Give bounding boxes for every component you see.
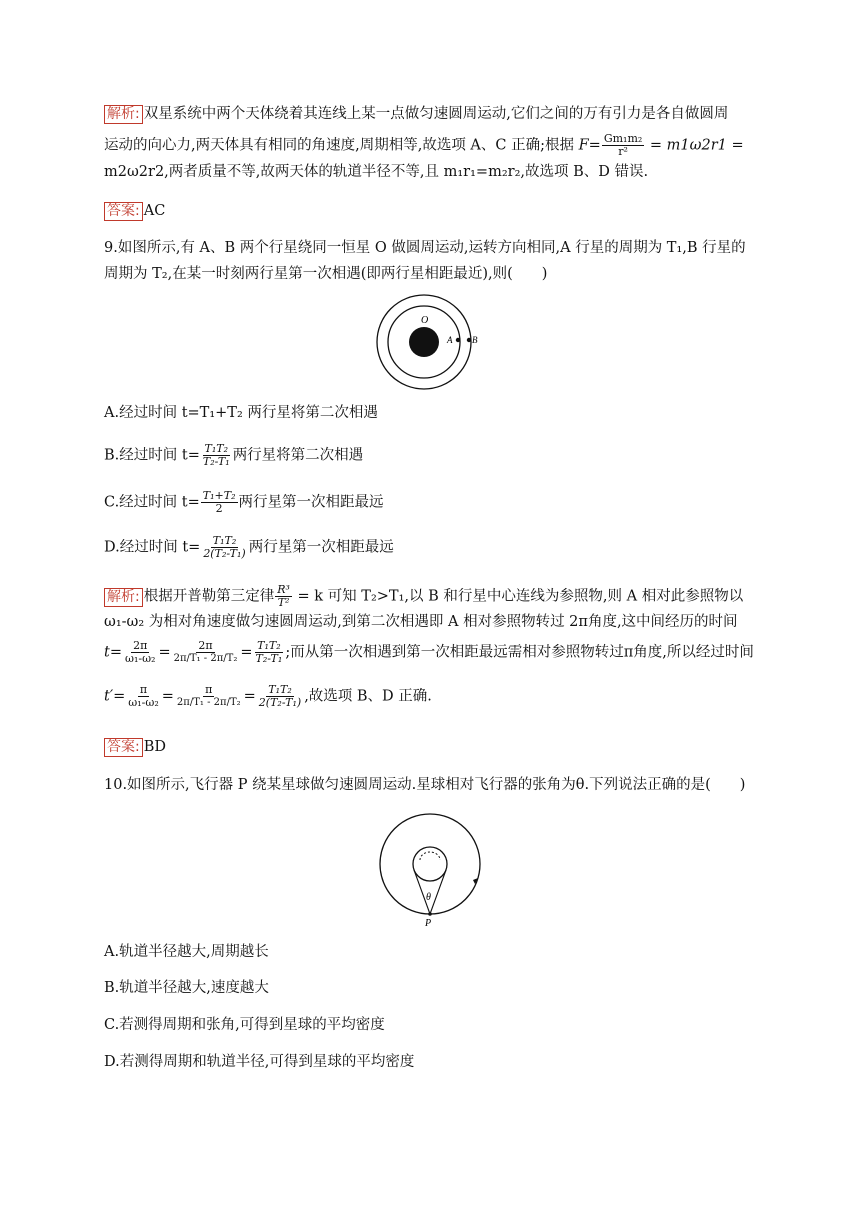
question-9-option-a [104,403,378,423]
question-9-option-d [104,535,394,560]
option-b-prefix: B.经过时间 t= [104,447,200,464]
option-b-denominator: T₂-T₁ [202,455,230,468]
option-c-denominator: 2 [215,502,223,515]
answer-tag: 答案: [104,202,143,221]
option-c-fraction [201,490,238,515]
spacecraft-p [428,912,432,916]
time-fraction-2-num: 2π [198,639,213,652]
time-prime-fraction-2-den: 2π/T₁ - 2π/T₂ [176,697,241,708]
time-fraction-3 [253,640,284,665]
time-fraction-1-num: 2π [133,639,148,652]
option-b-fraction [201,443,232,468]
question-10-option-a [104,942,269,962]
time-prime-fraction-3-num: T₁T₂ [268,683,292,696]
solution-8-line-1 [104,104,728,124]
time-fraction-1-den: ω₁-ω₂ [124,652,156,665]
option-d-denominator: 2(T₂-T₁) [203,547,246,560]
time-prime-fraction-1 [126,684,160,709]
solution-9-text-1b: = k 可知 T₂>T₁,以 B 和行星中心连线为参照物,则 A 相对此参照物以 [292,588,744,605]
kepler-denominator: T² [277,596,290,609]
time-symbol: t= [104,644,122,661]
option-d-text: D.若测得周期和轨道半径,可得到星球的平均密度 [104,1054,415,1070]
option-d-fraction [201,535,247,560]
time-prime-symbol: t′= [104,688,126,705]
solution-8-text-2: 运动的向心力,两天体具有相同的角速度,周期相等,故选项 A、C 正确;根据 [104,137,579,154]
gravity-numerator: Gm₁m₂ [603,132,643,145]
star-o [409,327,439,357]
time-fraction-3-num: T₁T₂ [257,639,281,652]
formula-equality: = m1ω2r1 = [645,137,744,154]
time-prime-fraction-3-den: 2(T₂-T₁) [258,696,302,709]
solution-9-line-3: t= $\frac{2\pi}{\text{ω₁-ω₂}}$ = $\frac{2\pi}{\text{2π/T₁ - 2π/T₂}}$ = $\frac{\text{T₁T₂}}{\text{T₂-T₁}}$ ;而从第一次相遇到第一次相距最远需相对参照物转过π角度,所以经过时间 [104,639,754,665]
option-c-text: C.若测得周期和张角,可得到星球的平均密度 [104,1017,385,1033]
tangent-line-right [430,870,446,914]
time-fraction-3-den: T₂-T₁ [255,652,283,665]
answer-9-value: BD [143,739,166,755]
kepler-numerator: R³ [277,583,290,596]
label-theta: θ [426,892,431,903]
question-10-text-1: 10.如图所示,飞行器 P 绕某星球做匀速圆周运动.星球相对飞行器的张角为θ.下列说法正确的是( ) [104,777,746,793]
solution-9-text-3: ;而从第一次相遇到第一次相距最远需相对参照物转过π角度,所以经过时间 [285,644,754,661]
planet-dashed-arc [420,852,440,860]
solution-9-line-4: t′= $\frac{\pi}{\text{ω₁-ω₂}}$ = $\frac{\pi}{\text{2π/T₁ - 2π/T₂}}$ = $\frac{\text{T₁T₂}}{\text{2(T₂-T₁)}}$ ,故选项 B、D 正确. [104,683,432,709]
option-b-numerator: T₁T₂ [204,442,229,455]
option-a-text: A.经过时间 t=T₁+T₂ 两行星将第二次相遇 [104,405,378,421]
label-b: B [472,335,478,345]
orbit-figure [372,290,492,394]
planet-a [456,338,460,342]
solution-8-text-1: 双星系统中两个天体绕着其连线上某一点做匀速圆周运动,它们之间的万有引力是各自做圆周 [143,106,729,122]
question-9-option-c [104,490,384,515]
question-10-option-d [104,1052,414,1072]
solution-8-line-2 [104,133,744,158]
option-d-numerator: T₁T₂ [212,534,237,547]
question-9-option-b [104,443,363,468]
time-fraction-2-den: 2π/T₁ - 2π/T₂ [173,653,238,664]
solution-8-text-3: m2ω2r2,两者质量不等,故两天体的轨道半径不等,且 m₁r₁=m₂r₂,故选项 B、D 错误. [104,164,649,180]
solution-9-text-4: ,故选项 B、D 正确. [304,688,432,705]
spacecraft-figure [376,810,486,928]
gravity-denominator: r² [618,145,628,158]
answer-9 [104,737,166,757]
solution-9-line-1 [104,584,743,609]
option-d-suffix: 两行星第一次相距最远 [248,539,394,556]
solution-9-text-1: 根据开普勒第三定律 [143,588,275,605]
question-10-line-1 [104,775,745,795]
question-9-text-1: 9.如图所示,有 A、B 两个行星绕同一恒星 O 做圆周运动,运转方向相同,A 行星的周期为 T₁,B 行星的 [104,240,746,256]
time-fraction-1 [123,640,157,665]
answer-8 [104,201,165,221]
solution-9-text-2: ω₁-ω₂ 为相对角速度做匀速圆周运动,到第二次相遇即 A 相对参照物转过 2π角度,这中间经历的时间 [104,614,738,630]
planet-b [467,338,471,342]
question-9-line-1 [104,238,746,258]
time-prime-fraction-1-den: ω₁-ω₂ [128,696,159,709]
question-10-option-b [104,978,269,998]
solution-tag: 解析: [104,588,143,607]
label-a: A [447,335,453,345]
time-prime-fraction-2-num: π [205,683,213,696]
option-d-prefix: D.经过时间 t= [104,539,201,556]
planet-circle [413,847,447,881]
answer-8-value: AC [143,203,166,219]
gravity-fraction [602,133,644,158]
option-b-text: B.轨道半径越大,速度越大 [104,980,269,996]
option-c-numerator: T₁+T₂ [202,489,236,502]
answer-tag: 答案: [104,738,143,757]
solution-8-line-3 [104,162,648,182]
label-p: P [425,918,432,928]
option-a-text: A.轨道半径越大,周期越长 [104,944,269,960]
question-10-option-c [104,1015,385,1035]
kepler-fraction [275,584,292,609]
time-prime-fraction-2 [175,684,243,709]
label-o: O [421,315,429,326]
time-prime-fraction-3 [257,684,303,709]
solution-tag: 解析: [104,105,143,124]
question-9-line-2 [104,264,547,284]
option-b-suffix: 两行星将第二次相遇 [232,447,364,464]
formula-f: F= [578,137,601,154]
time-prime-fraction-1-num: π [139,683,148,696]
option-c-suffix: 两行星第一次相距最远 [238,494,384,511]
solution-9-line-2 [104,612,738,632]
time-fraction-2 [172,640,240,665]
option-c-prefix: C.经过时间 t= [104,494,200,511]
question-9-text-2: 周期为 T₂,在某一时刻两行星第一次相遇(即两行星相距最近),则( ) [104,266,548,282]
